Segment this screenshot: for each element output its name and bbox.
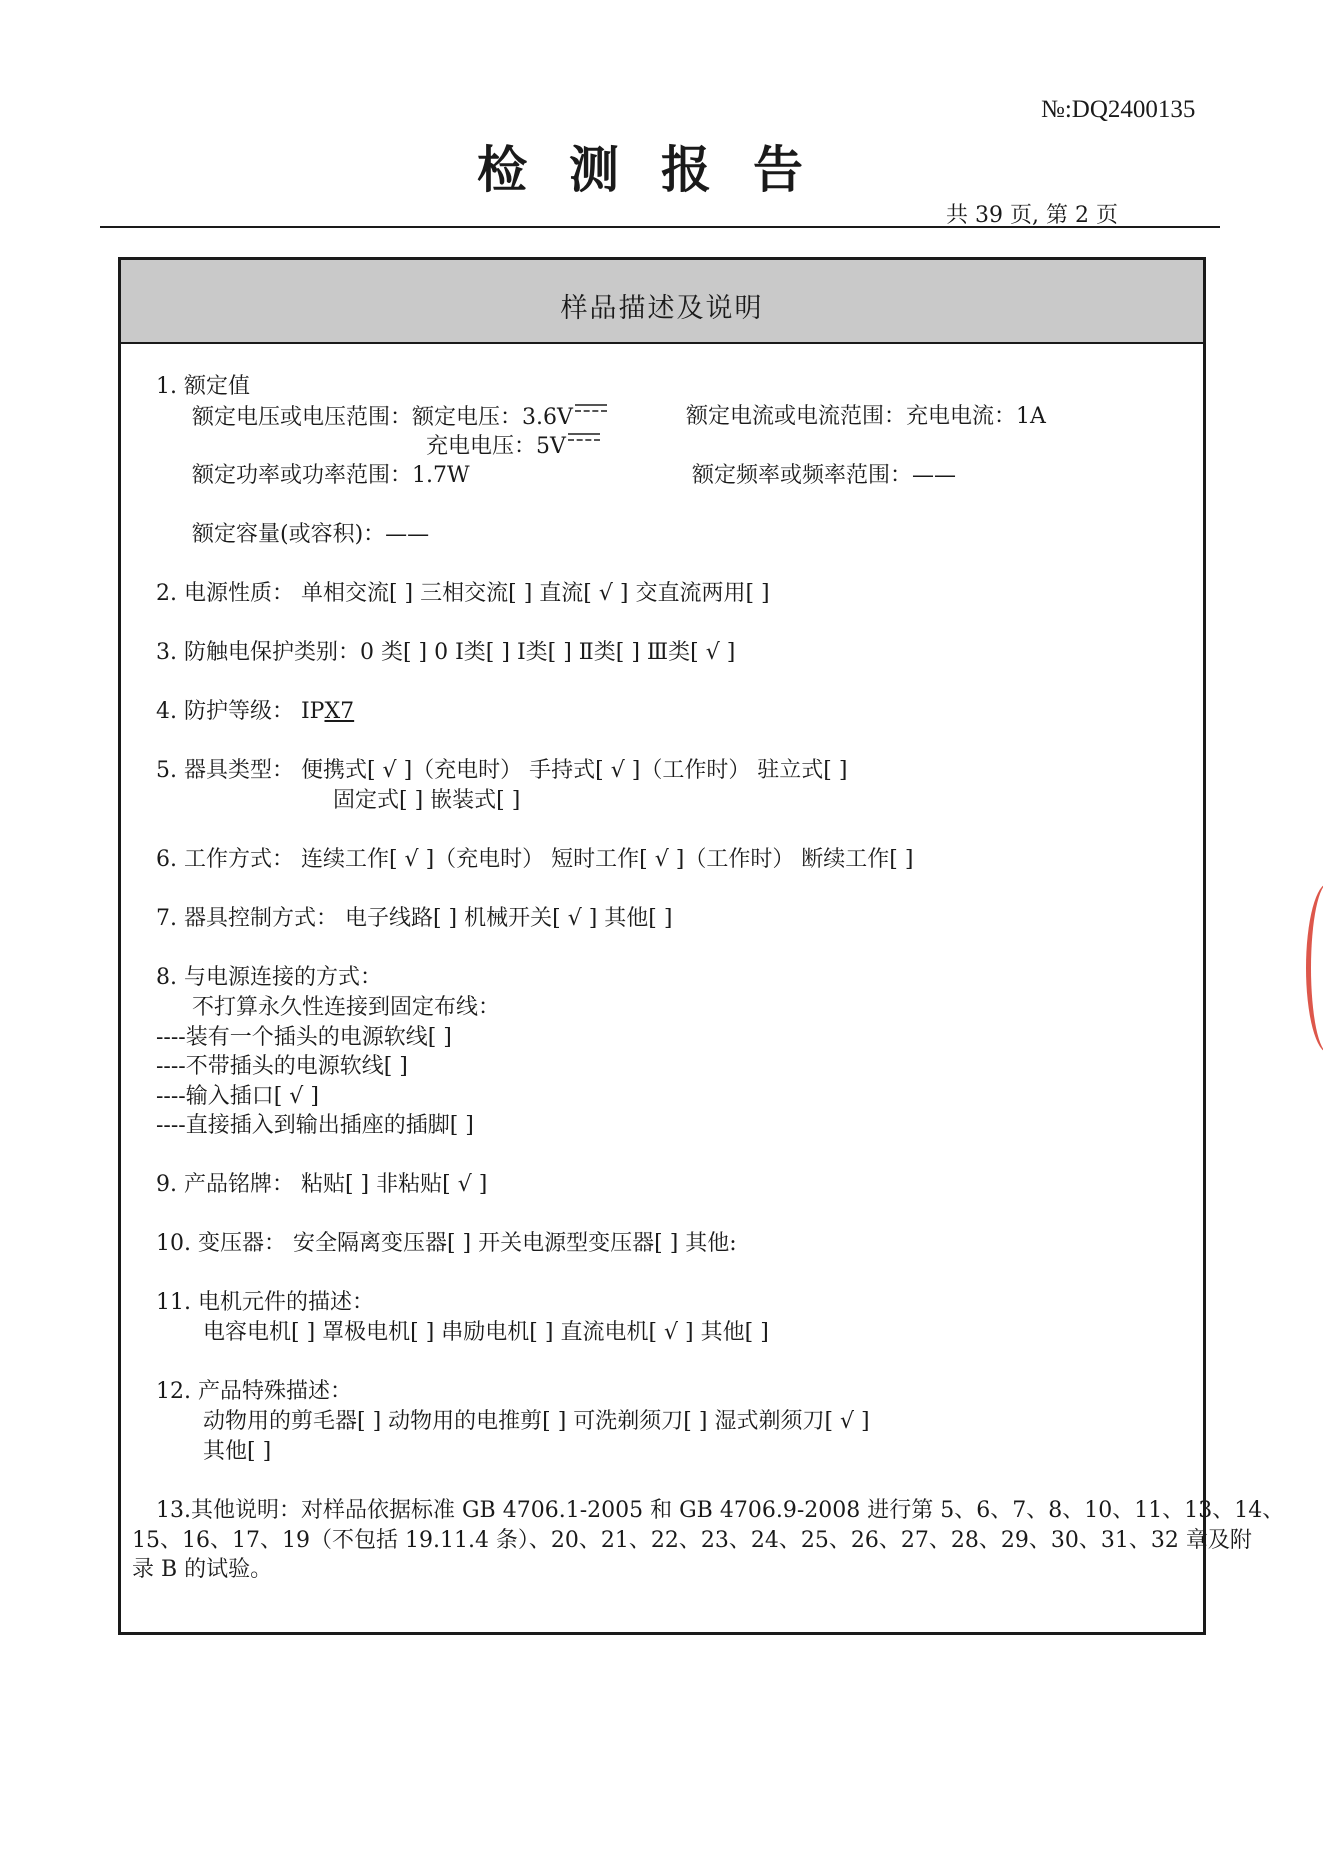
item-1-power: 额定功率或功率范围：1.7W bbox=[192, 463, 470, 488]
item-3-protection-class: 3. 防触电保护类别：0 类[ ] 0 Ⅰ类[ ] Ⅰ类[ ] Ⅱ类[ ] Ⅲ类[ √ ] bbox=[156, 640, 736, 665]
item-12-label: 12. 产品特殊描述： bbox=[156, 1379, 352, 1404]
item-11-motor-types: 电容电机[ ] 罩极电机[ ] 串励电机[ ] 直流电机[ √ ] 其他[ ] bbox=[203, 1320, 769, 1345]
item-1-capacity: 额定容量(或容积)：—— bbox=[192, 522, 430, 547]
item-6-operation-mode: 6. 工作方式： 连续工作[ √ ]（充电时） 短时工作[ √ ]（工作时） 断续工作[ ] bbox=[156, 847, 914, 872]
item-4-value: X7 bbox=[324, 699, 355, 724]
item-1-current: 额定电流或电流范围：充电电流：1A bbox=[686, 404, 1046, 429]
item-10-transformer: 10. 变压器： 安全隔离变压器[ ] 开关电源型变压器[ ] 其他: bbox=[156, 1231, 737, 1256]
item-5-appliance-type: 5. 器具类型： 便携式[ √ ]（充电时） 手持式[ √ ]（工作时） 驻立式[ ] bbox=[156, 758, 848, 783]
item-1-frequency: 额定频率或频率范围：—— bbox=[692, 463, 957, 488]
item-1-voltage-text: 额定电压或电压范围：额定电压：3.6V bbox=[192, 405, 573, 430]
section-header bbox=[121, 260, 1203, 344]
item-4-ip-rating bbox=[156, 699, 354, 725]
item-12-other: 其他[ ] bbox=[203, 1439, 272, 1464]
header-rule bbox=[100, 226, 1220, 228]
item-2-power-supply: 2. 电源性质： 单相交流[ ] 三相交流[ ] 直流[ √ ] 交直流两用[ ] bbox=[156, 581, 770, 606]
item-1-voltage bbox=[192, 404, 607, 431]
item-8-option-1: ----装有一个插头的电源软线[ ] bbox=[156, 1025, 452, 1050]
item-13-line-2: 15、16、17、19（不包括 19.11.4 条）、20、21、22、23、24、25、26、27、28、29、30、31、32 章及附 bbox=[132, 1528, 1252, 1553]
page-info: 共 39 页, 第 2 页 bbox=[946, 203, 1118, 228]
sample-description-table bbox=[118, 257, 1285, 1635]
section-title: 样品描述及说明 bbox=[560, 293, 764, 324]
item-4-label: 4. 防护等级： IP bbox=[156, 699, 325, 724]
item-1-charge-voltage-text: 充电电压：5V bbox=[426, 434, 566, 459]
item-1-label: 1. 额定值 bbox=[156, 374, 250, 399]
seal-stamp-edge bbox=[1306, 883, 1323, 1053]
item-9-nameplate: 9. 产品铭牌： 粘贴[ ] 非粘贴[ √ ] bbox=[156, 1172, 488, 1197]
item-8-label: 8. 与电源连接的方式： bbox=[156, 965, 382, 990]
item-11-label: 11. 电机元件的描述： bbox=[156, 1290, 374, 1315]
item-8-option-2: ----不带插头的电源软线[ ] bbox=[156, 1054, 408, 1079]
report-number: №:DQ2400135 bbox=[1041, 96, 1196, 123]
report-title: 检测报告 bbox=[477, 140, 845, 199]
item-8-option-4: ----直接插入到输出插座的插脚[ ] bbox=[156, 1113, 474, 1138]
item-8-option-3: ----输入插口[ √ ] bbox=[156, 1084, 319, 1109]
dc-symbol-icon bbox=[575, 404, 607, 414]
item-5-appliance-type-2: 固定式[ ] 嵌装式[ ] bbox=[333, 788, 521, 813]
item-13-line-1: 13.其他说明：对样品依据标准 GB 4706.1-2005 和 GB 4706.9-2008 进行第 5、6、7、8、10、11、13、14、 bbox=[156, 1498, 1285, 1523]
item-13-line-3: 录 B 的试验。 bbox=[132, 1557, 273, 1582]
dc-symbol-icon bbox=[568, 433, 600, 443]
item-1-charge-voltage bbox=[426, 433, 600, 460]
item-7-control-method: 7. 器具控制方式： 电子线路[ ] 机械开关[ √ ] 其他[ ] bbox=[156, 906, 673, 931]
item-8-sub: 不打算永久性连接到固定布线： bbox=[192, 995, 501, 1020]
item-12-products: 动物用的剪毛器[ ] 动物用的电推剪[ ] 可洗剃须刀[ ] 湿式剃须刀[ √ ] bbox=[203, 1409, 870, 1434]
